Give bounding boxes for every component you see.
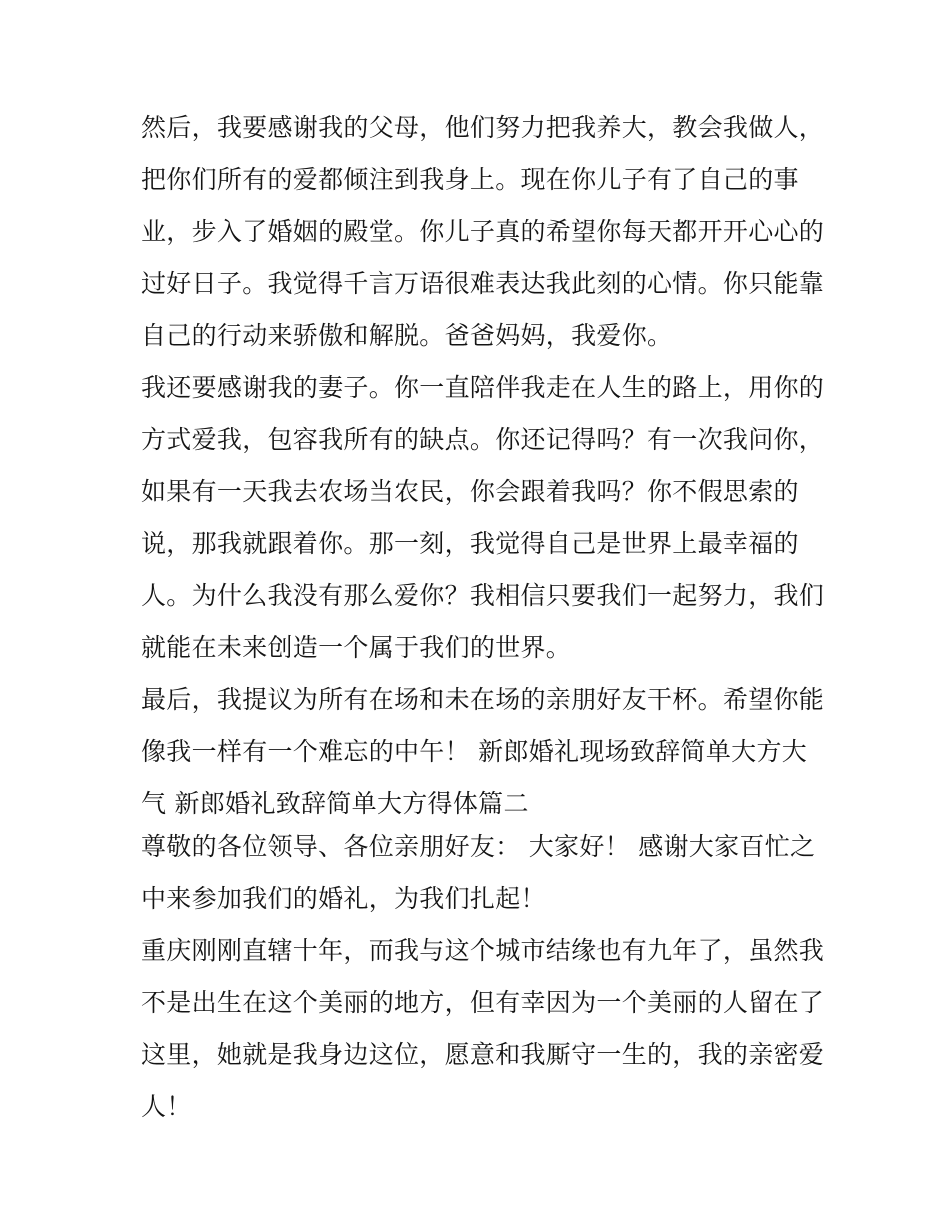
text-line: 不是出生在这个美丽的地方，但有幸因为一个美丽的人留在了 <box>141 988 825 1017</box>
text-line: 把你们所有的爱都倾注到我身上。现在你儿子有了自己的事 <box>141 165 799 194</box>
text-line: 人。为什么我没有那么爱你？我相信只要我们一起努力，我们 <box>141 581 825 610</box>
text-line: 然后，我要感谢我的父母，他们努力把我养大，教会我做人， <box>141 113 825 142</box>
text-line: 尊敬的各位领导、各位亲朋好友： 大家好！ 感谢大家百忙之 <box>141 832 816 861</box>
text-line: 就能在未来创造一个属于我们的世界。 <box>141 633 572 662</box>
text-line: 说，那我就跟着你。那一刻，我觉得自己是世界上最幸福的 <box>141 529 799 558</box>
text-line: 方式爱我，包容我所有的缺点。你还记得吗？有一次我问你， <box>141 425 825 454</box>
document-body <box>141 102 825 1133</box>
text-line: 业，步入了婚姻的殿堂。你儿子真的希望你每天都开开心心的 <box>141 217 825 246</box>
text-line: 这里，她就是我身边这位，愿意和我厮守一生的，我的亲密爱 <box>141 1040 825 1069</box>
text-line: 重庆刚刚直辖十年，而我与这个城市结缘也有九年了，虽然我 <box>141 936 825 965</box>
text-line: 气 新郎婚礼致辞简单大方得体篇二 <box>141 789 529 818</box>
text-line: 人！ <box>141 1092 192 1121</box>
text-line: 过好日子。我觉得千言万语很难表达我此刻的心情。你只能靠 <box>141 269 825 298</box>
text-line: 像我一样有一个难忘的中午！ 新郎婚礼现场致辞简单大方大 <box>141 737 808 766</box>
text-line: 我还要感谢我的妻子。你一直陪伴我走在人生的路上，用你的 <box>141 373 825 402</box>
text-line: 中来参加我们的婚礼，为我们扎起！ <box>141 884 546 913</box>
text-line: 如果有一天我去农场当农民，你会跟着我吗？你不假思索的 <box>141 477 799 506</box>
text-line: 最后，我提议为所有在场和未在场的亲朋好友干杯。希望你能 <box>141 685 825 714</box>
text-line: 自己的行动来骄傲和解脱。爸爸妈妈，我爱你。 <box>141 321 673 350</box>
